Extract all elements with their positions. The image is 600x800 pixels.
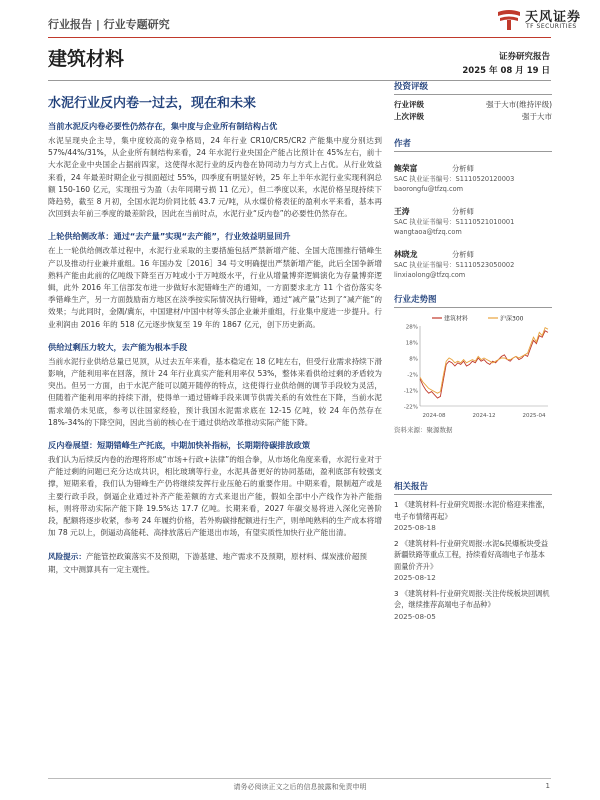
logo-icon bbox=[496, 6, 522, 32]
author-entry: 林晓龙 分析师 SAC 执业证书编号：S1110523050002 linxiaolong@tfzq.com bbox=[394, 242, 552, 280]
related-report[interactable]: 2 《建筑材料-行业研究周报:水泥&民爆板块受益新疆铁路等重点工程，持续看好高端电子布基本面量价齐升》 2025-08-12 bbox=[394, 538, 549, 582]
section-heading: 上轮供给侧改革：通过“去产量”实现“去产能”，行业效益明显回升 bbox=[48, 231, 291, 242]
rating-row: 上次评级 强于大市 bbox=[394, 112, 552, 121]
y-tick-label: 28% bbox=[405, 324, 418, 331]
author-name: 王涛 bbox=[394, 207, 410, 216]
section-paragraph: 水泥呈现央企主导，集中度较高的竞争格局，24 年行业 CR10/CR5/CR2 产能集中度分别达到 57%/44%/31%，从企业所有制结构来看，24 年水泥行业央国企产能占比预计在 45%左右，前十大水泥企业中央国企占据前四家，这使得水泥行业的反内卷在协同动力与方式上占优。从行业效益来看，24 年最差时期企业亏损面超过 55%，四季度有明显好转，25 年上半年水泥行业实现利润总额 150-160 亿元，实现扭亏为盈（去年同期亏损 11 亿元），但二季度以来，水泥价格呈现持续下降趋势，截至 8 月初，全国水泥均价同比低 43.7 元/吨，从水煤价格表征的盈利水平来看，基本再次回到去年前三季度的最差阶段，因此在当前时点，水泥行业“反内卷”的必要性仍然存在。 bbox=[48, 136, 382, 219]
sidebar bbox=[394, 80, 552, 626]
risk-text: 产能管控政策落实不及预期，下游基建、地产需求不及预期，原材料、煤炭涨价超预期，文中测算具有一定主观性。 bbox=[48, 552, 367, 574]
chart-title: 行业走势图 bbox=[394, 295, 437, 305]
header-divider bbox=[48, 37, 551, 38]
x-tick-label: 2024-08 bbox=[422, 413, 446, 419]
chart-source: 资料来源：聚源数据 bbox=[394, 426, 453, 434]
logo-text: 天风证券 bbox=[525, 10, 582, 25]
legend-label: 沪深300 bbox=[500, 315, 524, 323]
section-heading: 反内卷展望：短期错峰生产托底，中期加快补指标，长期期待碳排放政策 bbox=[48, 440, 311, 451]
report-subtitle: 水泥行业反内卷一过去，现在和未来 bbox=[48, 96, 257, 111]
main-content bbox=[48, 120, 382, 576]
report-date: 2025 年 08 月 19 日 bbox=[462, 66, 550, 76]
x-tick-label: 2024-12 bbox=[472, 413, 496, 419]
section-heading: 当前水泥反内卷必要性仍然存在，集中度与企业所有制结构占优 bbox=[48, 121, 278, 131]
trend-chart bbox=[394, 312, 552, 422]
rating-title: 投资评级 bbox=[394, 82, 429, 92]
y-tick-label: -2% bbox=[407, 372, 418, 379]
report-type: 证券研究报告 bbox=[498, 52, 550, 62]
page-number: 1 bbox=[545, 782, 550, 790]
section-paragraph: 当前水泥行业供给总量已见顶，从过去五年来看，基本稳定在 18 亿吨左右，但受行业需求持续下滑影响，产能利用率在回落，预计 24 年行业真实产能利用率仅 53%，整体来看供给过剩的矛盾较为突出。但另一方面，由于水泥产能可以随开随停的特点，这使得行业供给侧的调节手段较为灵活，但随着产能利用率的持续下滑，使得单一通过错峰手段来调节供需关系的有效性在下降，当前水泥需求端仍未见底，参考以往国家经验，预计我国水泥需求底在 12-15 亿吨，较 24 年仍然存在 18%-34%的下降空间，因此当前的核心在于通过供给改革推动实际产能下降。 bbox=[48, 356, 382, 427]
y-tick-label: -22% bbox=[403, 404, 418, 411]
sector-title: 建筑材料 bbox=[48, 48, 125, 70]
y-tick-label: 8% bbox=[409, 356, 418, 363]
trend-chart-svg bbox=[394, 312, 552, 422]
risk-label: 风险提示： bbox=[48, 552, 86, 562]
related-report[interactable]: 3 《建筑材料-行业研究周报:关注传统板块回调机会，继续推荐高端电子布品种》 2025-08-05 bbox=[394, 588, 550, 621]
logo-subtext: TF SECURITIES bbox=[526, 23, 577, 30]
series-line-1 bbox=[420, 328, 548, 394]
author-name: 鲍荣富 bbox=[394, 164, 418, 173]
authors-title: 作者 bbox=[394, 139, 412, 149]
y-tick-label: -12% bbox=[403, 388, 418, 395]
rating-row: 行业评级 强于大市(维持评级) bbox=[394, 100, 552, 109]
risk-warning bbox=[48, 551, 382, 575]
section-heading: 供给过剩压力较大，去产能为根本手段 bbox=[48, 341, 188, 352]
author-entry: 鲍荣富 分析师 SAC 执业证书编号：S1110520120003 baorongfu@tfzq.com bbox=[394, 156, 552, 194]
author-entry: 王涛 分析师 SAC 执业证书编号：S1110521010001 wangtaoa@tfzq.com bbox=[394, 199, 552, 237]
disclaimer-note: 请务必阅读正文之后的信息披露和免责申明 bbox=[233, 783, 367, 791]
y-tick-label: 18% bbox=[405, 340, 418, 347]
footer-divider bbox=[48, 778, 551, 779]
legend-label: 建筑材料 bbox=[444, 315, 469, 323]
series-line-0 bbox=[420, 331, 548, 398]
x-tick-label: 2025-04 bbox=[522, 413, 546, 419]
author-email[interactable]: baorongfu@tfzq.com bbox=[394, 184, 464, 193]
author-email[interactable]: wangtaoa@tfzq.com bbox=[394, 227, 462, 236]
section-paragraph: 我们认为后续反内卷的治理将形成“市场+行政+法律”的组合拳，从市场化角度来看，水泥行业对于产能过剩的问题已充分达成共识，相比玻璃等行业，水泥具备更好的协同基础，盈利底部有较强支撑，短期来看，我们认为错峰生产仍将继续发挥行业压舱石的重要作用。中期来看，限制超产或是主要行政手段，倒逼企业通过补齐产能差额的方式来退出产能，假如全部中小产线作为补产能指标，则将带动实际产能下降 19.5%达 17.7 亿吨。长期来看，2027 年碳交易将进入深化完善阶段，配额将逐步收紧，参考 24 年履约价格，若外购碳排配额进行生产，则单吨熟料的生产成本将增加 78 元以上，倒逼动高能耗、高排放落后产能退出市场，有望实质性加快行业产能出清。 bbox=[48, 455, 382, 538]
section-paragraph: 在上一轮供给侧改革过程中，水泥行业采取的主要措施包括严禁新增产能、全国大范围推行错峰生产以及推动行业兼并重组。16 年国办发［2016］34 号文明确提出严禁新增产能，此后全国争新增熟料产能由此前的亿吨级下降至百万吨或小于万吨级水平，行业从增量博弈逻辑演化为存量博弈逻辑，此外 2016 年工信部发布进一步做好水泥错峰生产的通知，一方面要求北方 11 个省份落实冬季错峰生产，另一方面鼓励南方地区在淡季按实际情况执行错峰，通过“减产量”达到了“减产能”的效果；与此同时，金隅/冀东，中国建材/中国中材等头部企业兼并重组，行业集中度进一步提升。行业利润由 2016 年的 518 亿元逐步恢复至 19 年的 1867 亿元，创下历史新高。 bbox=[48, 246, 382, 329]
related-title: 相关报告 bbox=[394, 482, 429, 492]
related-report[interactable]: 1 《建筑材料-行业研究周报:水泥价格迎来推涨，电子布情绪再起》 2025-08-18 bbox=[394, 500, 550, 532]
author-email[interactable]: linxiaolong@tfzq.com bbox=[394, 270, 466, 279]
report-category: 行业报告 | 行业专题研究 bbox=[48, 18, 170, 31]
author-name: 林晓龙 bbox=[394, 250, 418, 259]
brand-logo bbox=[496, 4, 592, 36]
